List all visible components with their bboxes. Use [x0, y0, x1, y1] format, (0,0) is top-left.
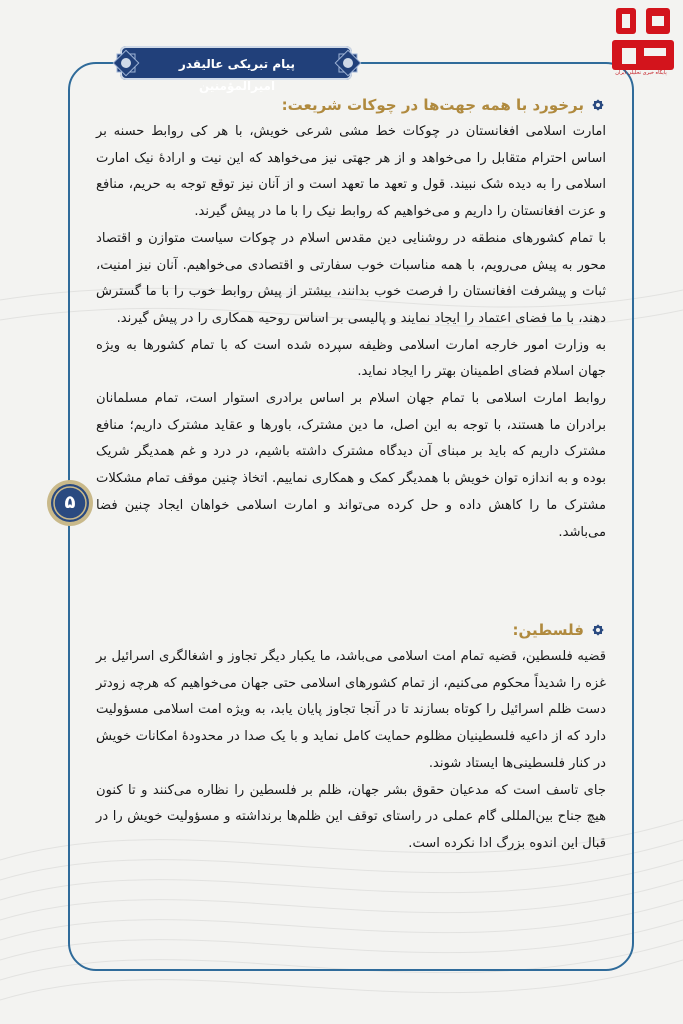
- logo-caption: پایگاه خبری تحلیلی ایران: [615, 70, 667, 76]
- section-heading-text: فلسطین:: [512, 621, 584, 639]
- paragraph: روابط امارت اسلامی با تمام جهان اسلام بر اساس برادری استوار است، تمام مسلمانان برادران ما هستند، با توجه به این اصل، ما دین مشترک، باورها و عقاید مشترک داریم؛ منافع مشترک داریم که باید بر مبنای آن دیدگاه مشترک داشته باشیم، در درد و غم همدیگر شریک بوده و به اندازه توان خویش با همدیگر کمک و همکاری نماییم. اتخاذ چنین موقف تمام مشکلات مشترک ما را کاهش داده و حل کرده می‌تواند و امارت اسلامی خواهان ایجاد چنین فضا می‌باشد.: [96, 391, 606, 540]
- paragraph: جای تاسف است که مدعیان حقوق بشر جهان، ظلم بر فلسطین را نظاره می‌کنند و تا کنون هیچ جناح بین‌المللی گام عملی در راستای توقف این ظلم‌ها برنداشته و مسؤولیت خویش را در قبال این اندوه بزرگ ادا نکرده است.: [96, 782, 606, 851]
- section-heading: [96, 93, 606, 117]
- section-heading: [96, 618, 606, 642]
- section-palestine: [96, 618, 606, 858]
- paragraph: امارت اسلامی افغانستان در چوکات خط مشی شرعی خویش، با هر کی روابط حسنه بر اساس احترام متقابل را می‌خواهد و از هر جهتی نیز می‌خواهد که این نیت و ارادهٔ نیک امارت اسلامی را به دیده شک نبیند. قول و تعهد ما تعهد است و از آنان نیز توقع توجه به حریم، منافع و عزت افغانستان را داریم و می‌خواهیم که روابط نیک را با ما در پیش گیرند.: [96, 124, 606, 220]
- paragraph: به وزارت امور خارجه امارت اسلامی وظیفه سپرده شده است که با تمام کشورها به ویژه جهان اسلام فضای اطمینان بهتر را ایجاد نماید.: [96, 337, 606, 380]
- section-heading-text: برخورد با همه جهت‌ها در چوکات شریعت:: [281, 96, 584, 114]
- page-number: ۵: [64, 492, 76, 513]
- ornament-bullet-icon: [590, 97, 606, 113]
- section-relations: [96, 93, 606, 546]
- paragraph: با تمام کشورهای منطقه در روشنایی دین مقدس اسلام در چوکات سیاست متوازن و اقتصاد محور به پیش می‌رویم، با همه مناسبات خوب سفارتی و اقتصادی می‌خواهیم. آنان نیز امنیت، ثبات و پیشرفت افغانستان را فرصت خوب بدانند، بیشتر از پیش روابط خوب را با ما گسترش دهند، با ما فضای اعتماد را ایجاد نمایند و پالیسی بر اساس روحیه همکاری را در پیش گیرند.: [96, 230, 606, 326]
- paragraph: قضیه فلسطین، قضیه تمام امت اسلامی می‌باشد، ما یکبار دیگر تجاوز و اشغالگری اسرائیل بر غزه را شدیداً محکوم می‌کنیم، از تمام کشورهای اسلامی حتی جهان می‌خواهیم که هرچه زودتر دست ظلم اسرائیل را کوتاه بسازند تا در آنجا تجاوز پایان یابد، به ویژه امت اسلامی مسؤولیت دارد که از داعیه فلسطینیان مظلوم حمایت کامل نماید و با یک صدا در محدودهٔ امکانات خویش در کنار فلسطینی‌ها ایستاد شوند.: [96, 649, 606, 771]
- left-ornament-icon: [108, 45, 144, 81]
- ornament-bullet-icon: [590, 622, 606, 638]
- header-title: پیام تبریکی عالیقدر امیرالمؤمنین: [178, 57, 296, 93]
- right-ornament-icon: [330, 45, 366, 81]
